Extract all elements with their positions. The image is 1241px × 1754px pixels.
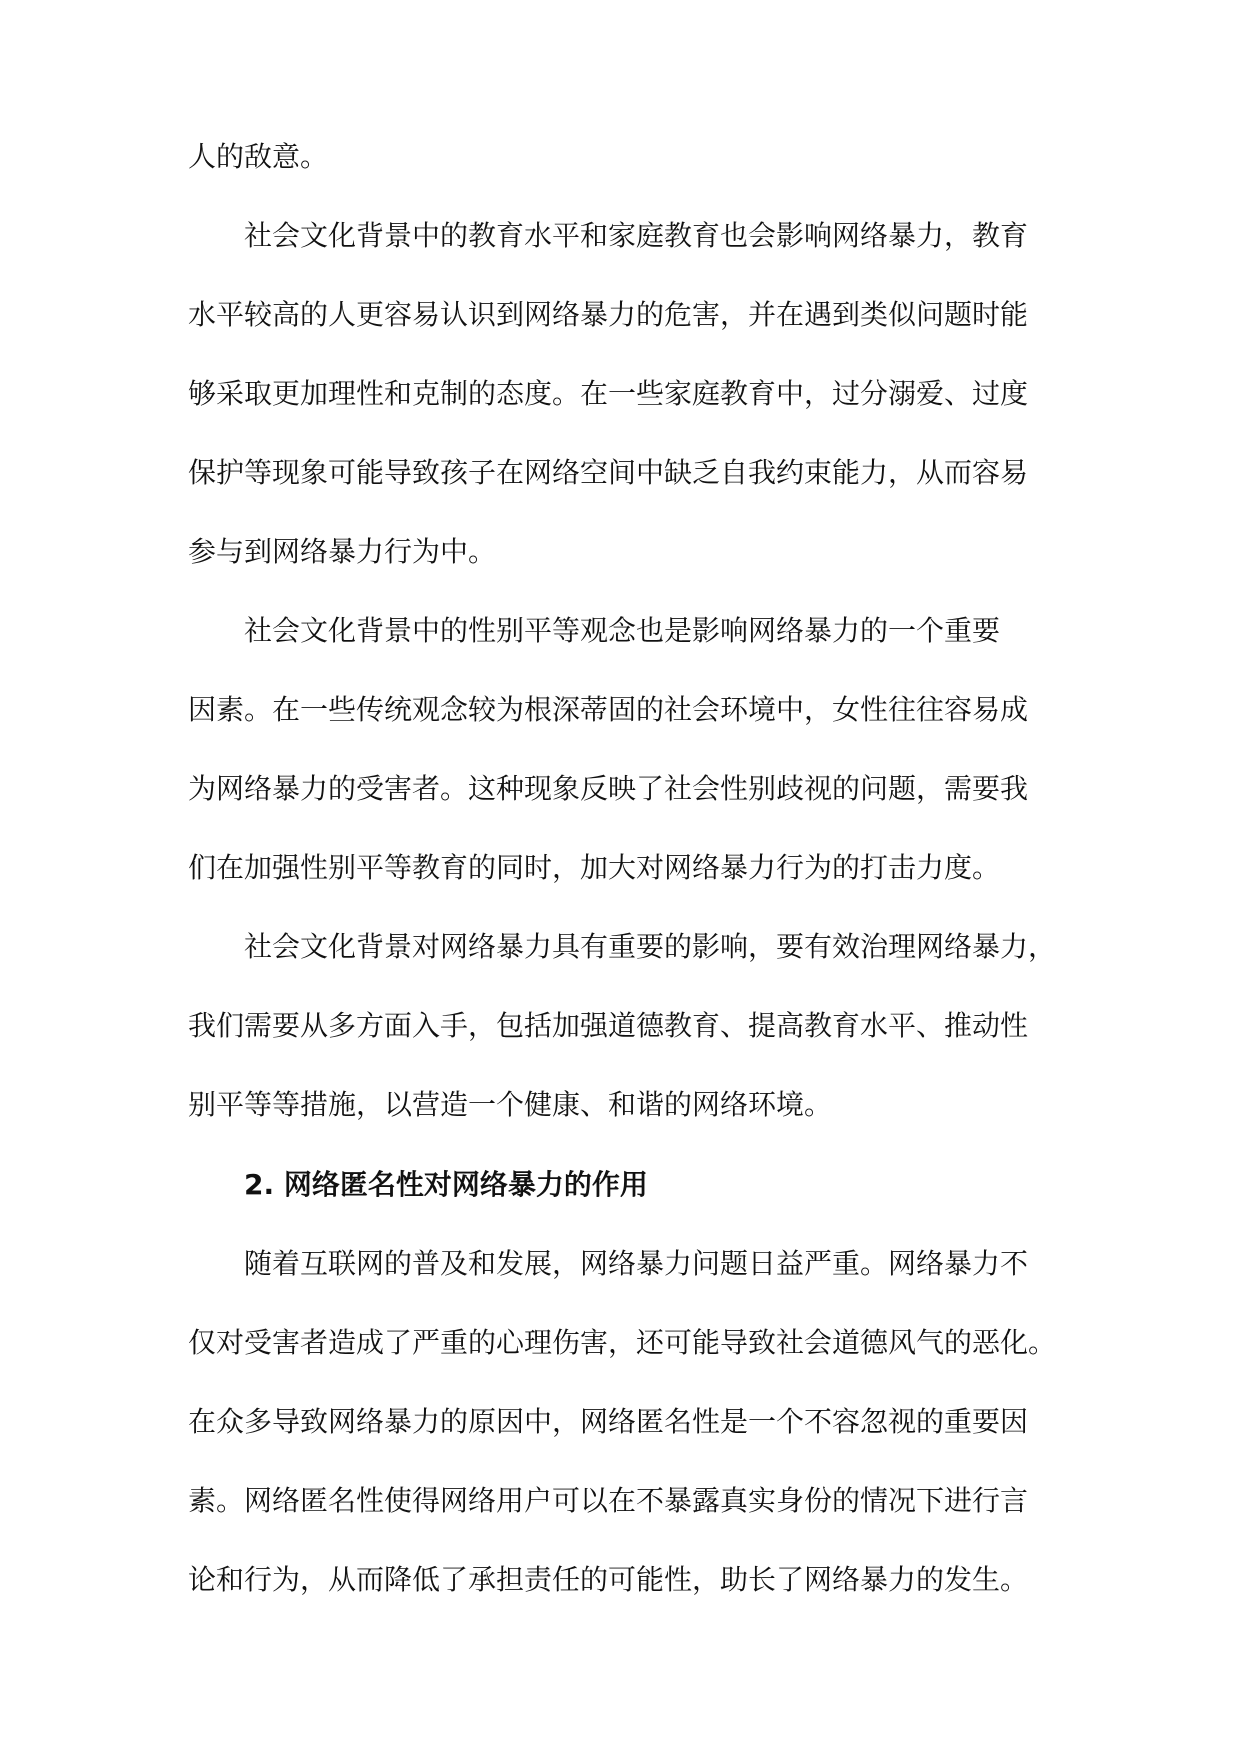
paragraph-line: 别平等等措施，以营造一个健康、和谐的网络环境。: [188, 1088, 833, 1121]
paragraph-line: 在众多导致网络暴力的原因中，网络匿名性是一个不容忽视的重要因: [188, 1405, 1029, 1438]
paragraph-line: 社会文化背景中的教育水平和家庭教育也会影响网络暴力，教育: [244, 219, 1029, 252]
paragraph-line: 我们需要从多方面入手，包括加强道德教育、提高教育水平、推动性: [188, 1009, 1029, 1042]
paragraph-line: 因素。在一些传统观念较为根深蒂固的社会环境中，女性往往容易成: [188, 693, 1029, 726]
paragraph-line: 仅对受害者造成了严重的心理伤害，还可能导致社会道德风气的恶化。: [188, 1326, 1057, 1359]
paragraph-line: 人的敌意。: [188, 140, 329, 173]
paragraph-line: 社会文化背景对网络暴力具有重要的影响，要有效治理网络暴力，: [244, 930, 1057, 963]
paragraph-line: 够采取更加理性和克制的态度。在一些家庭教育中，过分溺爱、过度: [188, 377, 1029, 410]
paragraph-line: 素。网络匿名性使得网络用户可以在不暴露真实身份的情况下进行言: [188, 1484, 1029, 1517]
paragraph-line: 论和行为，从而降低了承担责任的可能性，助长了网络暴力的发生。: [188, 1563, 1029, 1596]
paragraph-line: 为网络暴力的受害者。这种现象反映了社会性别歧视的问题，需要我: [188, 772, 1029, 805]
paragraph-line: 社会文化背景中的性别平等观念也是影响网络暴力的一个重要: [244, 614, 1001, 647]
section-heading: 2. 网络匿名性对网络暴力的作用: [244, 1168, 648, 1201]
paragraph-line: 随着互联网的普及和发展，网络暴力问题日益严重。网络暴力不: [244, 1247, 1029, 1280]
paragraph-line: 保护等现象可能导致孩子在网络空间中缺乏自我约束能力，从而容易: [188, 456, 1029, 489]
paragraph-line: 们在加强性别平等教育的同时，加大对网络暴力行为的打击力度。: [188, 851, 1001, 884]
paragraph-line: 参与到网络暴力行为中。: [188, 535, 497, 568]
paragraph-line: 水平较高的人更容易认识到网络暴力的危害，并在遇到类似问题时能: [188, 298, 1029, 331]
